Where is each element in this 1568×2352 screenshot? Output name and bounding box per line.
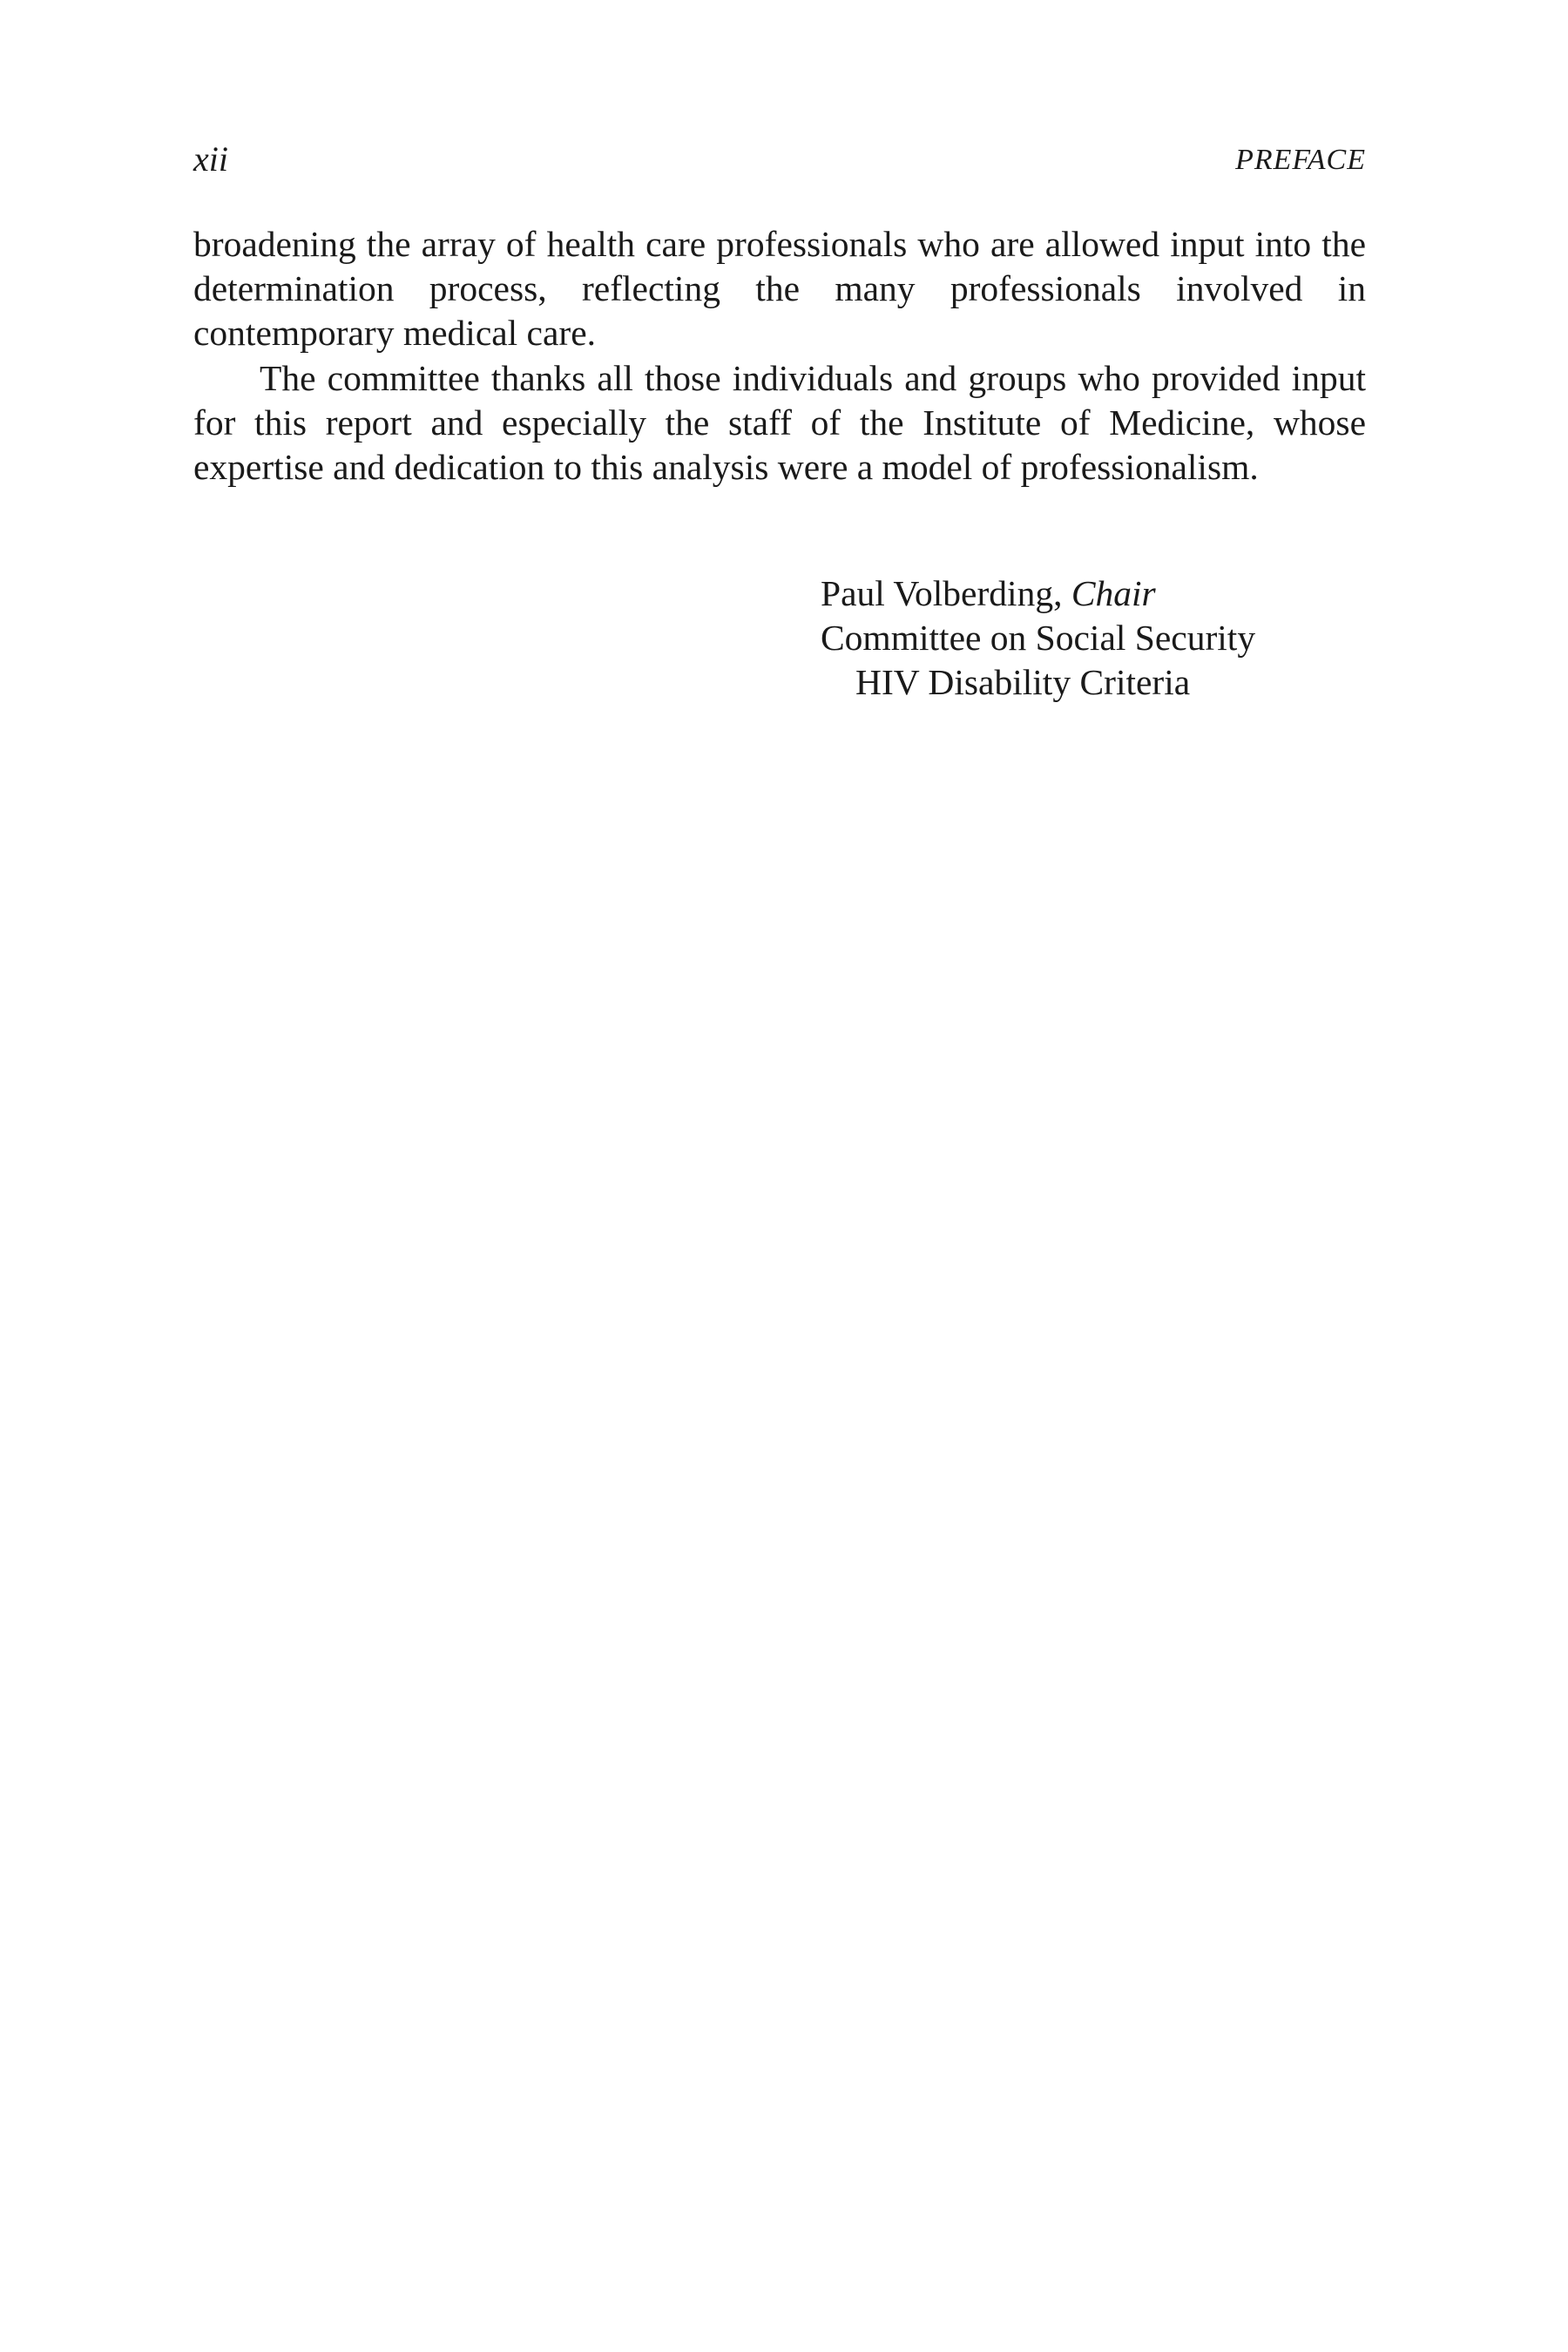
signature-block: [821, 571, 1343, 705]
paragraph-acknowledgment: The committee thanks all those individuals and groups who provided input for this report and especially the staff of the Institute of Medicine, whose expertise and dedication to this analysis were a model of professionalism.: [193, 357, 1366, 488]
paragraph-continuation: broadening the array of health care professionals who are allowed input into the determination process, reflecting the many professionals involved in contemporary medical care.: [193, 224, 1366, 354]
signature-name-line: [821, 571, 1343, 616]
body-text: [193, 222, 1366, 490]
running-head-title: PREFACE: [1235, 144, 1366, 176]
signer-name: Paul Volberding,: [821, 573, 1063, 613]
running-head: [193, 139, 1366, 183]
signer-role: Chair: [1071, 573, 1156, 613]
committee-name-line-1: Committee on Social Security: [821, 618, 1256, 658]
committee-name-line-2: HIV Disability Criteria: [855, 662, 1191, 702]
page-number: xii: [193, 139, 228, 179]
